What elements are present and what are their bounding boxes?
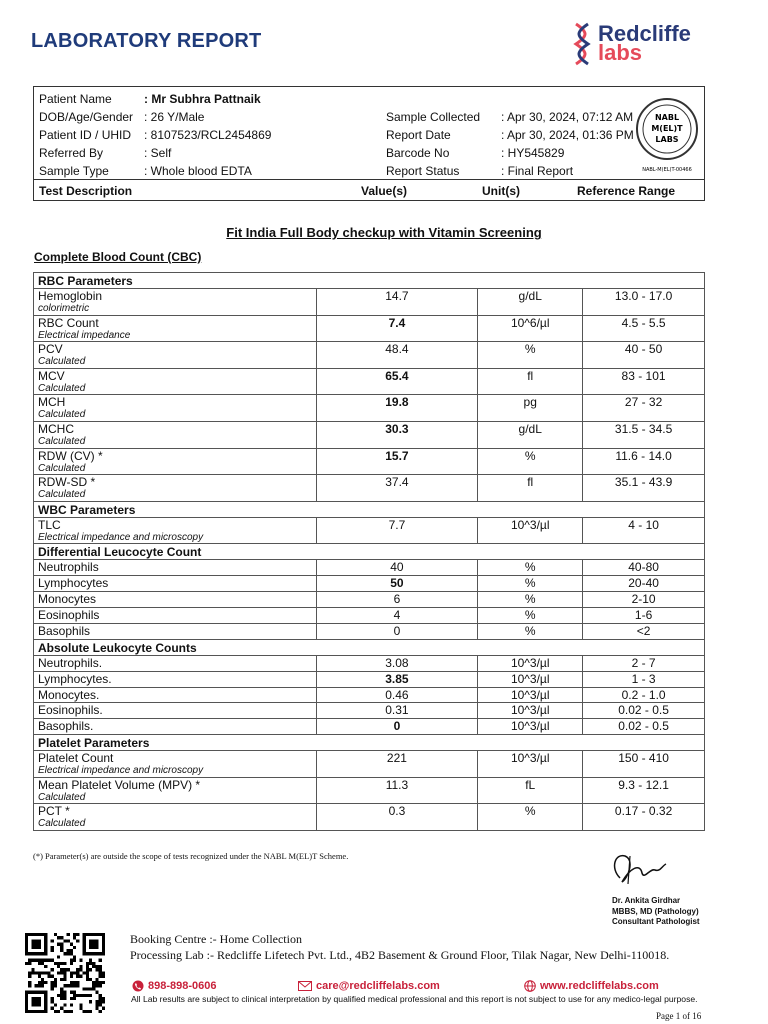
- test-value: 40: [316, 560, 478, 576]
- test-reference-range: 0.2 - 1.0: [583, 687, 705, 703]
- nabl-line2: M(EL)T: [651, 124, 683, 133]
- booking-centre: Booking Centre :- Home Collection: [130, 932, 302, 946]
- test-unit: 10^3/µl: [478, 703, 583, 719]
- col-test-description: Test Description: [39, 184, 133, 198]
- signatory-title: Consultant Pathologist: [612, 917, 700, 926]
- test-name: PCV: [38, 342, 63, 357]
- test-name: Lymphocytes: [38, 576, 109, 591]
- group-title: WBC Parameters: [34, 501, 705, 517]
- table-row: [34, 703, 705, 719]
- test-unit: fL: [478, 777, 583, 804]
- table-row: [34, 719, 705, 735]
- group-title: Differential Leucocyte Count: [34, 544, 705, 560]
- group-header-row: [34, 273, 705, 289]
- patient-name-label: Patient Name: [39, 92, 112, 106]
- test-name: MCHC: [38, 421, 74, 436]
- report-status-label: Report Status: [386, 164, 460, 178]
- globe-icon: [524, 980, 536, 992]
- test-value: 0.31: [316, 703, 478, 719]
- col-values: Value(s): [361, 184, 408, 198]
- test-name-cell: [34, 703, 317, 719]
- test-name-cell: [34, 671, 317, 687]
- test-value: 6: [316, 592, 478, 608]
- test-reference-range: 0.02 - 0.5: [583, 719, 705, 735]
- test-method: Calculated: [38, 462, 86, 474]
- test-name-cell: [34, 289, 317, 316]
- test-name: Neutrophils.: [38, 655, 103, 670]
- patient-name: : Mr Subhra Pattnaik: [144, 92, 261, 106]
- dob-value: : 26 Y/Male: [144, 110, 205, 124]
- test-name: Basophils.: [38, 719, 94, 734]
- table-row: [34, 315, 705, 342]
- table-row: [34, 751, 705, 778]
- test-value: 7.7: [316, 517, 478, 544]
- test-reference-range: 13.0 - 17.0: [583, 289, 705, 316]
- test-name-cell: [34, 395, 317, 422]
- test-name: Eosinophils.: [38, 703, 103, 718]
- phone-text: 898-898-0606: [148, 980, 217, 992]
- phone-icon: [132, 980, 144, 992]
- test-name-cell: [34, 623, 317, 639]
- group-title: Absolute Leukocyte Counts: [34, 639, 705, 655]
- test-method: Electrical impedance: [38, 329, 131, 341]
- booking-info: [130, 931, 669, 963]
- test-value: 48.4: [316, 342, 478, 369]
- test-unit: 10^3/µl: [478, 517, 583, 544]
- nabl-cert: NABL-M(EL)T-00466: [642, 167, 692, 173]
- test-unit: fl: [478, 368, 583, 395]
- test-unit: 10^3/µl: [478, 687, 583, 703]
- test-name: PCT *: [38, 804, 70, 819]
- test-unit: 10^3/µl: [478, 751, 583, 778]
- test-unit: %: [478, 592, 583, 608]
- test-method: Calculated: [38, 356, 86, 368]
- test-unit: g/dL: [478, 289, 583, 316]
- test-reference-range: 4.5 - 5.5: [583, 315, 705, 342]
- results-table: [33, 272, 705, 831]
- table-row: [34, 560, 705, 576]
- report-date-value: : Apr 30, 2024, 01:36 PM: [501, 128, 634, 142]
- web-text: www.redcliffelabs.com: [540, 980, 659, 992]
- test-reference-range: 35.1 - 43.9: [583, 475, 705, 502]
- patient-info-box: [33, 86, 705, 201]
- table-row: [34, 448, 705, 475]
- referred-by-label: Referred By: [39, 146, 104, 160]
- test-unit: %: [478, 576, 583, 592]
- test-value: 14.7: [316, 289, 478, 316]
- test-reference-range: 1-6: [583, 608, 705, 624]
- test-value: 11.3: [316, 777, 478, 804]
- mail-icon: [298, 981, 312, 991]
- barcode-label: Barcode No: [386, 146, 450, 160]
- test-method: Calculated: [38, 791, 86, 803]
- table-row: [34, 655, 705, 671]
- section-title: Complete Blood Count (CBC): [34, 250, 202, 264]
- test-reference-range: 11.6 - 14.0: [583, 448, 705, 475]
- test-name: RDW-SD *: [38, 475, 96, 490]
- sample-type-label: Sample Type: [39, 164, 109, 178]
- test-reference-range: 83 - 101: [583, 368, 705, 395]
- test-method: Electrical impedance and microscopy: [38, 531, 204, 543]
- test-unit: 10^3/µl: [478, 719, 583, 735]
- test-name-cell: [34, 687, 317, 703]
- test-reference-range: 40 - 50: [583, 342, 705, 369]
- test-name: MCV: [38, 368, 65, 383]
- test-unit: %: [478, 342, 583, 369]
- test-unit: 10^6/µl: [478, 315, 583, 342]
- test-value: 221: [316, 751, 478, 778]
- test-name-cell: [34, 592, 317, 608]
- test-value: 3.85: [316, 671, 478, 687]
- referred-by-value: : Self: [144, 146, 172, 160]
- test-method: Electrical impedance and microscopy: [38, 765, 204, 777]
- report-date-label: Report Date: [386, 128, 451, 142]
- disclaimer: All Lab results are subject to clinical interpretation by qualified medical professional and this report is not subject to use for any medico-legal purpose.: [131, 994, 698, 1004]
- group-title: Platelet Parameters: [34, 735, 705, 751]
- test-reference-range: <2: [583, 623, 705, 639]
- test-value: 0.3: [316, 804, 478, 831]
- group-header-row: [34, 639, 705, 655]
- table-row: [34, 368, 705, 395]
- test-name-cell: [34, 560, 317, 576]
- test-value: 3.08: [316, 655, 478, 671]
- test-unit: %: [478, 608, 583, 624]
- table-row: [34, 623, 705, 639]
- contact-web: [524, 980, 659, 992]
- table-row: [34, 576, 705, 592]
- test-value: 19.8: [316, 395, 478, 422]
- test-name-cell: [34, 804, 317, 831]
- group-header-row: [34, 544, 705, 560]
- test-value: 7.4: [316, 315, 478, 342]
- signatory-block: [612, 896, 700, 928]
- test-name: Platelet Count: [38, 751, 114, 766]
- test-value: 50: [316, 576, 478, 592]
- test-name: Mean Platelet Volume (MPV) *: [38, 777, 201, 792]
- table-row: [34, 777, 705, 804]
- table-row: [34, 608, 705, 624]
- test-unit: 10^3/µl: [478, 655, 583, 671]
- dob-label: DOB/Age/Gender: [39, 110, 134, 124]
- test-value: 30.3: [316, 421, 478, 448]
- test-name-cell: [34, 475, 317, 502]
- table-row: [34, 342, 705, 369]
- signature-image: [600, 848, 670, 888]
- test-name-cell: [34, 777, 317, 804]
- signatory-name: Dr. Ankita Girdhar: [612, 896, 681, 905]
- qr-code: [25, 933, 105, 1013]
- table-row: [34, 475, 705, 502]
- test-name: Monocytes: [38, 592, 97, 607]
- report-status-value: : Final Report: [501, 164, 574, 178]
- test-name-cell: [34, 368, 317, 395]
- test-name: Basophils: [38, 623, 91, 638]
- test-unit: fl: [478, 475, 583, 502]
- table-row: [34, 289, 705, 316]
- test-value: 0: [316, 719, 478, 735]
- page-number: Page 1 of 16: [656, 1011, 702, 1021]
- test-name-cell: [34, 421, 317, 448]
- test-reference-range: 1 - 3: [583, 671, 705, 687]
- test-name-cell: [34, 576, 317, 592]
- logo-text-redcliffe: Redcliffe: [598, 21, 691, 46]
- test-name-cell: [34, 608, 317, 624]
- test-value: 0.46: [316, 687, 478, 703]
- test-name-cell: [34, 751, 317, 778]
- test-name: Eosinophils: [38, 608, 100, 623]
- table-row: [34, 804, 705, 831]
- test-reference-range: 31.5 - 34.5: [583, 421, 705, 448]
- signatory-qualification: MBBS, MD (Pathology): [612, 906, 699, 916]
- group-header-row: [34, 501, 705, 517]
- nabl-line1: NABL: [654, 113, 680, 122]
- test-unit: %: [478, 623, 583, 639]
- table-row: [34, 517, 705, 544]
- table-row: [34, 395, 705, 422]
- patient-id-label: Patient ID / UHID: [39, 128, 132, 142]
- test-name-cell: [34, 719, 317, 735]
- patient-id-value: : 8107523/RCL2454869: [144, 128, 272, 142]
- test-method: Calculated: [38, 409, 86, 421]
- test-name-cell: [34, 315, 317, 342]
- table-row: [34, 592, 705, 608]
- col-units: Unit(s): [482, 184, 520, 198]
- test-name: RBC Count: [38, 315, 99, 330]
- test-value: 15.7: [316, 448, 478, 475]
- test-name: Neutrophils: [38, 560, 99, 575]
- nabl-line3: LABS: [655, 135, 679, 144]
- table-row: [34, 687, 705, 703]
- test-method: Calculated: [38, 435, 86, 447]
- column-header-row: [34, 179, 704, 201]
- test-name: Lymphocytes.: [38, 671, 112, 686]
- test-method: Calculated: [38, 818, 86, 830]
- test-reference-range: 150 - 410: [583, 751, 705, 778]
- nabl-seal: [634, 93, 700, 175]
- table-row: [34, 671, 705, 687]
- test-reference-range: 9.3 - 12.1: [583, 777, 705, 804]
- test-reference-range: 2 - 7: [583, 655, 705, 671]
- test-unit: pg: [478, 395, 583, 422]
- group-header-row: [34, 735, 705, 751]
- collected-value: : Apr 30, 2024, 07:12 AM: [501, 110, 634, 124]
- test-unit: g/dL: [478, 421, 583, 448]
- sample-type-value: : Whole blood EDTA: [144, 164, 252, 178]
- test-name: Hemoglobin: [38, 289, 103, 303]
- test-name: Monocytes.: [38, 687, 100, 702]
- redcliffe-logo: [572, 20, 722, 68]
- test-method: Calculated: [38, 382, 86, 394]
- test-name-cell: [34, 517, 317, 544]
- col-reference-range: Reference Range: [577, 184, 676, 198]
- test-value: 0: [316, 623, 478, 639]
- test-name: MCH: [38, 395, 66, 410]
- barcode-value: : HY545829: [501, 146, 565, 160]
- test-reference-range: 4 - 10: [583, 517, 705, 544]
- footnote: (*) Parameter(s) are outside the scope of tests recognized under the NABL M(EL)T Scheme.: [33, 851, 349, 861]
- test-method: Calculated: [38, 489, 86, 501]
- test-value: 4: [316, 608, 478, 624]
- test-reference-range: 40-80: [583, 560, 705, 576]
- test-value: 65.4: [316, 368, 478, 395]
- dna-icon: [572, 22, 594, 66]
- test-reference-range: 20-40: [583, 576, 705, 592]
- logo-text-labs: labs: [598, 40, 643, 65]
- package-title: Fit India Full Body checkup with Vitamin Screening: [226, 225, 542, 240]
- email-text: care@redcliffelabs.com: [316, 980, 440, 992]
- test-unit: %: [478, 804, 583, 831]
- contact-phone: [132, 980, 217, 992]
- contact-email: [298, 980, 440, 992]
- test-unit: 10^3/µl: [478, 671, 583, 687]
- test-reference-range: 2-10: [583, 592, 705, 608]
- table-row: [34, 421, 705, 448]
- test-reference-range: 27 - 32: [583, 395, 705, 422]
- processing-lab: Processing Lab :- Redcliffe Lifetech Pvt. Ltd., 4B2 Basement & Ground Floor, Tilak Nagar, New Delhi-110018.: [130, 948, 670, 962]
- test-reference-range: 0.17 - 0.32: [583, 804, 705, 831]
- test-unit: %: [478, 560, 583, 576]
- test-method: colorimetric: [38, 303, 90, 314]
- test-name: TLC: [38, 517, 61, 532]
- collected-label: Sample Collected: [386, 110, 481, 124]
- test-unit: %: [478, 448, 583, 475]
- test-reference-range: 0.02 - 0.5: [583, 703, 705, 719]
- test-name: RDW (CV) *: [38, 448, 103, 463]
- report-title: LABORATORY REPORT: [31, 30, 262, 52]
- test-name-cell: [34, 448, 317, 475]
- test-value: 37.4: [316, 475, 478, 502]
- test-name-cell: [34, 342, 317, 369]
- group-title: RBC Parameters: [34, 273, 705, 289]
- test-name-cell: [34, 655, 317, 671]
